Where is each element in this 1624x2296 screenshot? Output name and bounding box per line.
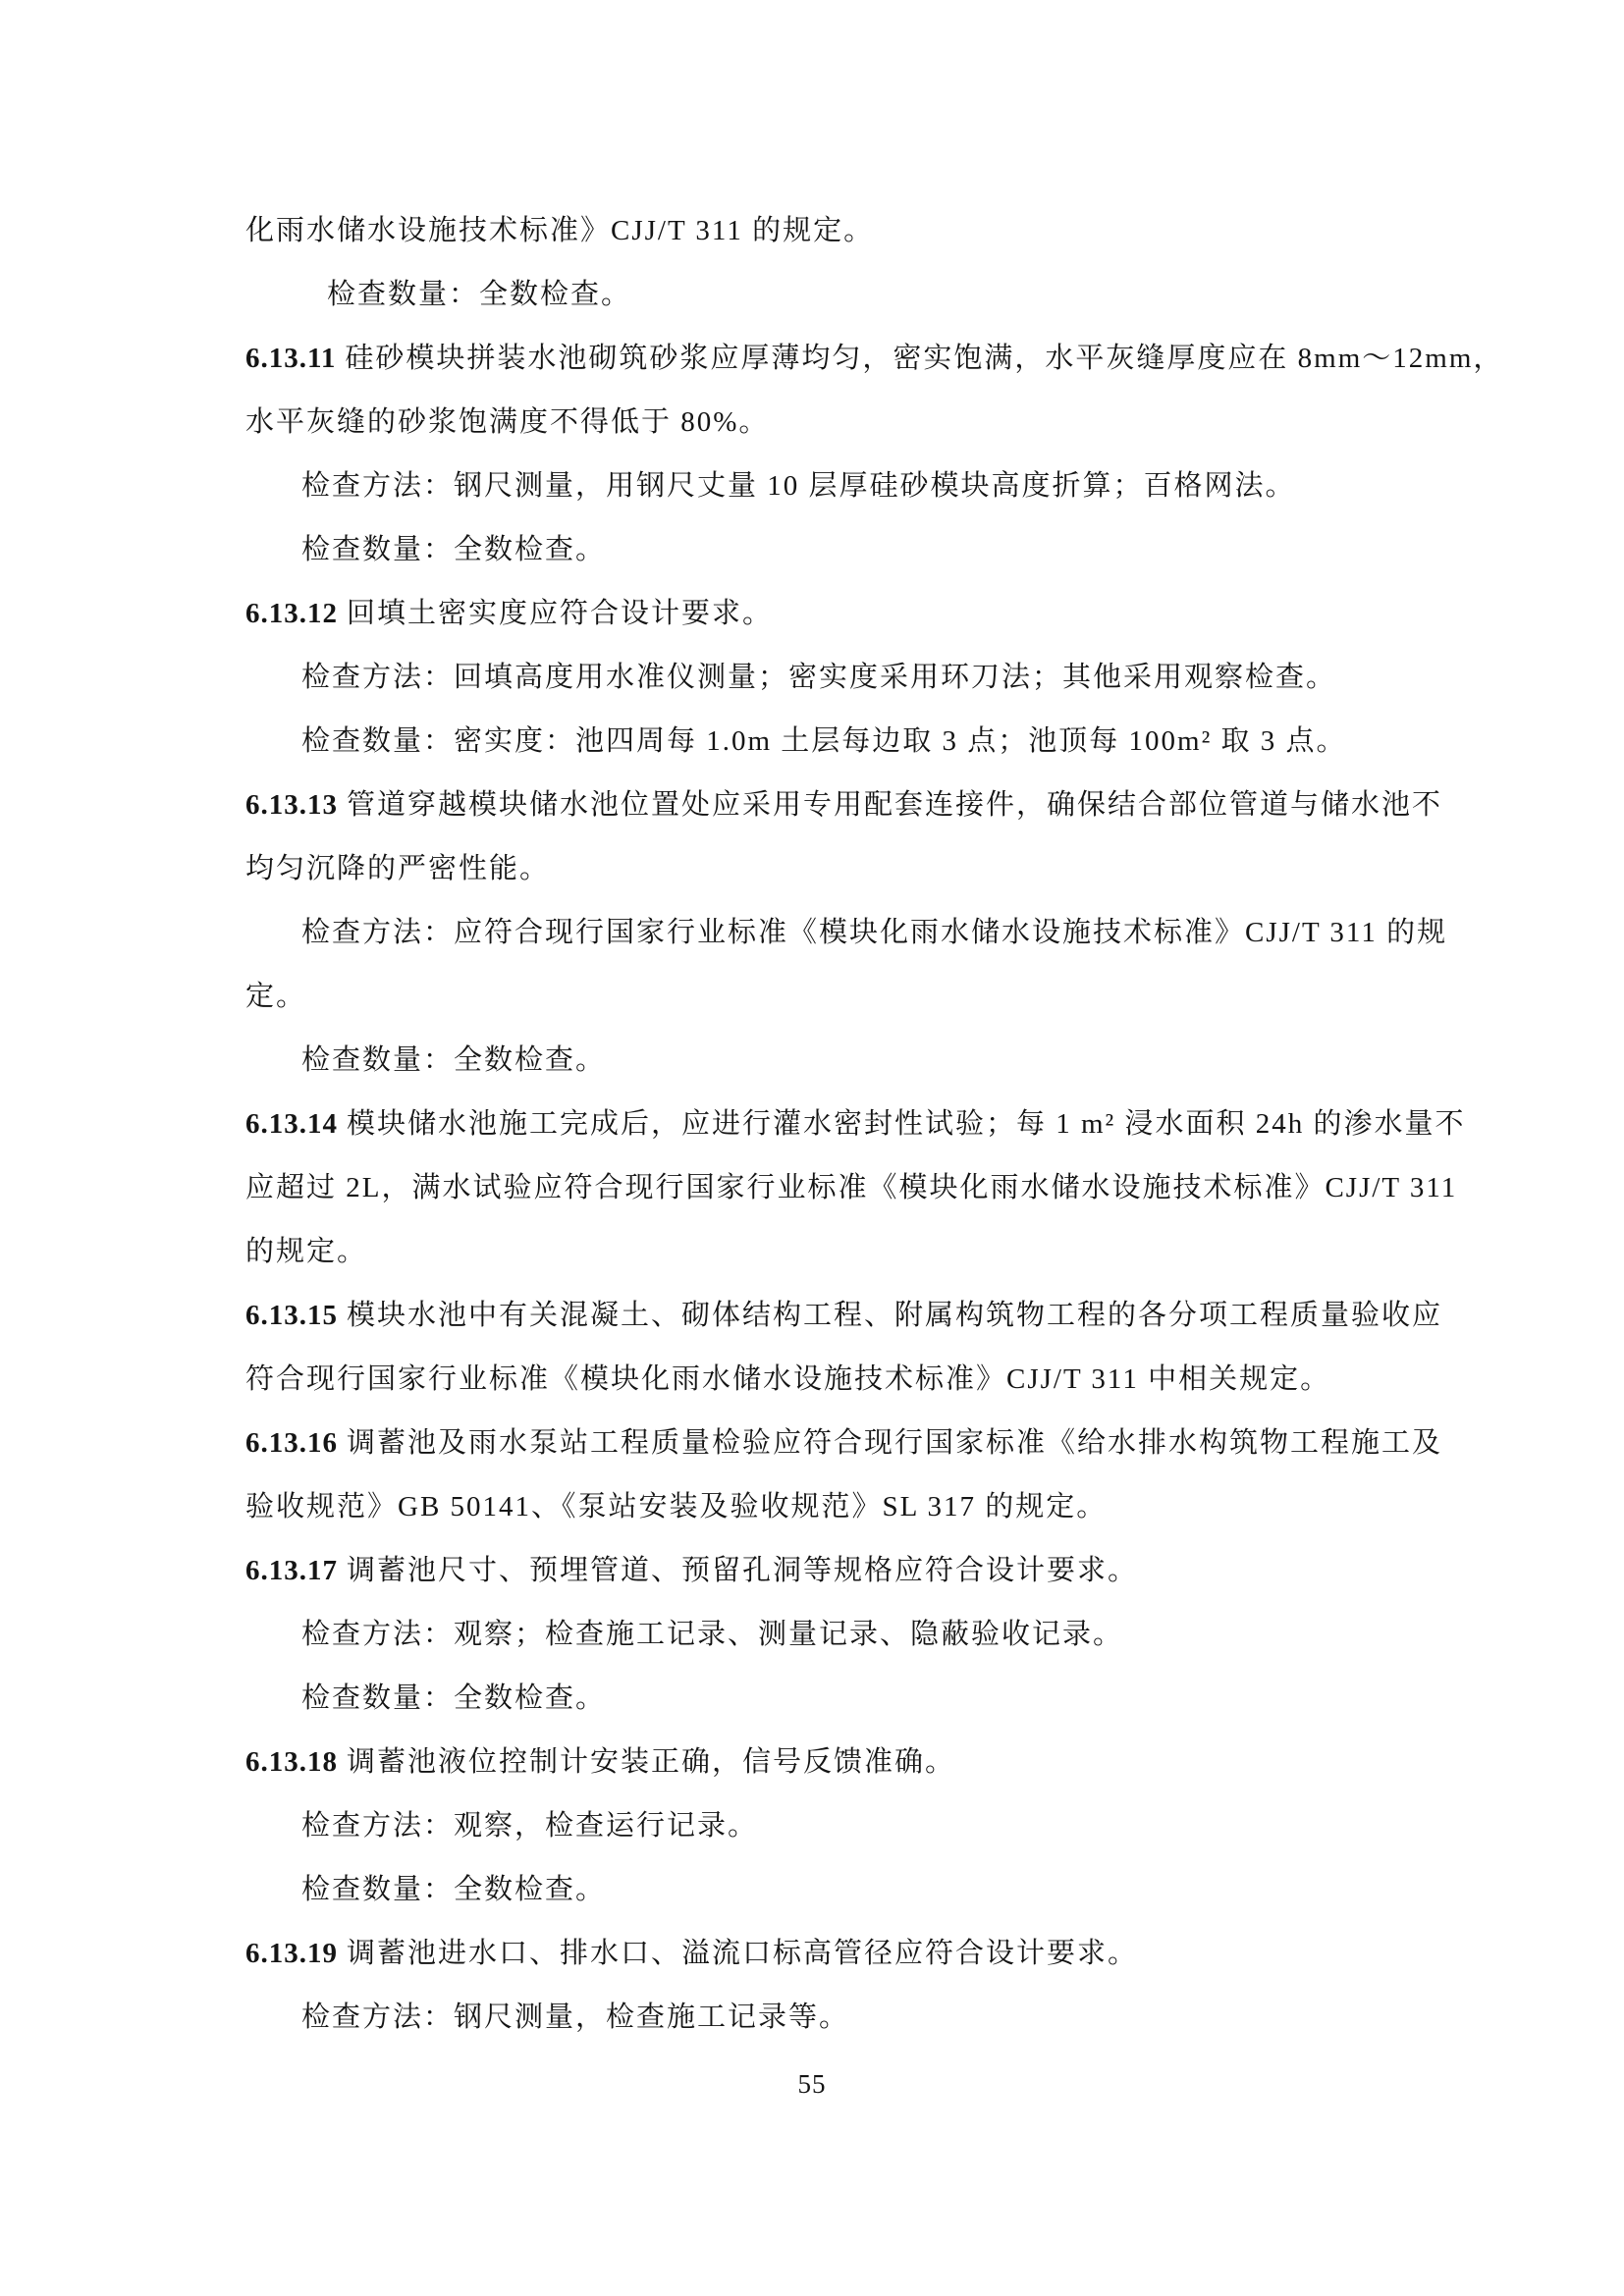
text-line [245, 1029, 1379, 1093]
clause-number: 6.13.13 [245, 789, 338, 821]
line-text: 调蓄池尺寸、预埋管道、预留孔洞等规格应符合设计要求。 [347, 1555, 1139, 1586]
line-text: 检查数量：全数检查。 [301, 1874, 607, 1905]
line-text: 检查方法：观察；检查施工记录、测量记录、隐蔽验收记录。 [301, 1619, 1124, 1650]
clause-number: 6.13.16 [245, 1427, 338, 1459]
text-line [245, 1986, 1379, 2050]
line-text: 回填土密实度应符合设计要求。 [347, 598, 774, 629]
text-line [245, 518, 1379, 582]
text-line [245, 1220, 1379, 1284]
line-text: 检查数量：全数检查。 [327, 279, 632, 310]
line-text: 调蓄池及雨水泵站工程质量检验应符合现行国家标准《给水排水构筑物工程施工及 [347, 1427, 1443, 1459]
text-line [245, 1858, 1379, 1922]
text-line [245, 646, 1379, 710]
line-text: 检查方法：回填高度用水准仪测量；密实度采用环刀法；其他采用观察检查。 [301, 662, 1337, 693]
clause-number: 6.13.15 [245, 1300, 338, 1331]
text-line [245, 1731, 1379, 1794]
line-text: 验收规范》GB 50141、《泵站安装及验收规范》SL 317 的规定。 [245, 1491, 1108, 1522]
line-text: 管道穿越模块储水池位置处应采用专用配套连接件，确保结合部位管道与储水池不 [347, 789, 1443, 821]
text-line [245, 199, 1379, 263]
line-text: 检查方法：观察，检查运行记录。 [301, 1810, 759, 1842]
line-text: 调蓄池进水口、排水口、溢流口标高管径应符合设计要求。 [347, 1938, 1139, 1969]
line-text: 检查方法：钢尺测量，用钢尺丈量 10 层厚硅砂模块高度折算；百格网法。 [301, 470, 1296, 502]
line-text: 应超过 2L，满水试验应符合现行国家行业标准《模块化雨水储水设施技术标准》CJJ/T 311 [245, 1172, 1458, 1203]
text-line [245, 1794, 1379, 1858]
line-text: 模块储水池施工完成后，应进行灌水密封性试验；每 1 m² 浸水面积 24h 的渗水量不 [347, 1108, 1466, 1140]
text-line [245, 1156, 1458, 1220]
line-text: 均匀沉降的严密性能。 [245, 853, 551, 884]
line-text: 的规定。 [245, 1236, 368, 1267]
text-line [245, 965, 1379, 1029]
clause-number: 6.13.19 [245, 1938, 338, 1969]
page-number: 55 [797, 2069, 827, 2099]
text-line [245, 837, 1379, 901]
text-line [245, 1603, 1379, 1667]
clause-number: 6.13.11 [245, 343, 337, 374]
text-line [245, 1475, 1379, 1539]
text-line [245, 263, 1379, 327]
text-line [245, 1922, 1379, 1986]
text-line [245, 1348, 1379, 1412]
text-line [245, 391, 1379, 454]
clause-number: 6.13.12 [245, 598, 338, 629]
line-text: 符合现行国家行业标准《模块化雨水储水设施技术标准》CJJ/T 311 中相关规定。 [245, 1363, 1331, 1395]
line-text: 检查数量：全数检查。 [301, 534, 607, 565]
clause-number: 6.13.18 [245, 1746, 338, 1778]
line-text: 检查方法：钢尺测量，检查施工记录等。 [301, 2002, 850, 2033]
line-text: 定。 [245, 981, 307, 1012]
clause-number: 6.13.17 [245, 1555, 338, 1586]
clause-number: 6.13.14 [245, 1108, 338, 1140]
line-text: 模块水池中有关混凝土、砌体结构工程、附属构筑物工程的各分项工程质量验收应 [347, 1300, 1443, 1331]
text-line [245, 1284, 1443, 1348]
line-text: 化雨水储水设施技术标准》CJJ/T 311 的规定。 [245, 215, 875, 246]
text-line [245, 901, 1448, 965]
line-text: 调蓄池液位控制计安装正确，信号反馈准确。 [347, 1746, 956, 1778]
text-line [245, 774, 1443, 837]
line-text: 检查数量：密实度：池四周每 1.0m 土层每边取 3 点；池顶每 100m² 取 3 点。 [301, 725, 1347, 757]
line-text: 硅砂模块拼装水池砌筑砂浆应厚薄均匀，密实饱满，水平灰缝厚度应在 8mm～12mm， [345, 343, 1504, 374]
text-line [245, 327, 1504, 391]
text-line [245, 1093, 1466, 1156]
line-text: 检查数量：全数检查。 [301, 1044, 607, 1076]
text-line [245, 710, 1379, 774]
text-line [245, 1412, 1443, 1475]
document-body [245, 199, 1504, 2050]
line-text: 水平灰缝的砂浆饱满度不得低于 80%。 [245, 406, 770, 438]
text-line [245, 582, 1379, 646]
line-text: 检查数量：全数检查。 [301, 1682, 607, 1714]
text-line [245, 1539, 1379, 1603]
text-line [245, 1667, 1379, 1731]
line-text: 检查方法：应符合现行国家行业标准《模块化雨水储水设施技术标准》CJJ/T 311 的规 [301, 917, 1448, 948]
text-line [245, 454, 1379, 518]
